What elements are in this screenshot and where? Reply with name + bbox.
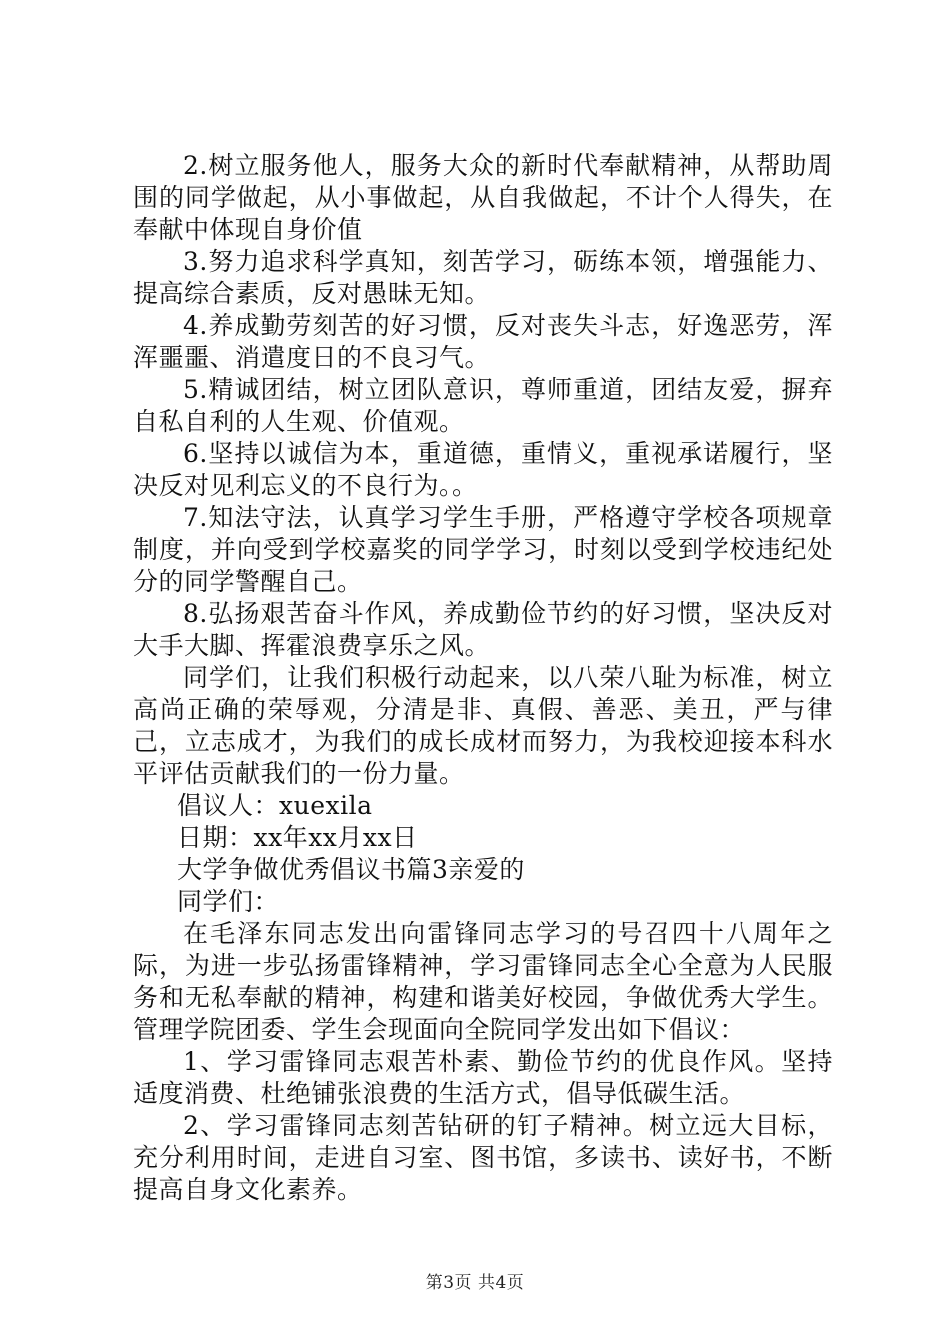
section-heading: 大学争做优秀倡议书篇3亲爱的	[177, 855, 525, 884]
paragraph-item-6: 6.坚持以诚信为本，重道德，重情义，重视承诺履行，坚决反对见利忘义的不良行为。。	[133, 439, 833, 500]
paragraph-proposal-1: 1、学习雷锋同志艰苦朴素、勤俭节约的优良作风。坚持适度消费、杜绝铺张浪费的生活方式，倡导低碳生活。	[133, 1047, 833, 1108]
paragraph-item-3: 3.努力追求科学真知，刻苦学习，砺练本领，增强能力、提高综合素质，反对愚昧无知。	[133, 247, 833, 308]
initiator-line: 倡议人：xuexila	[177, 791, 373, 820]
paragraph-item-7: 7.知法守法，认真学习学生手册，严格遵守学校各项规章制度，并向受到学校嘉奖的同学学习，时刻以受到学校违纪处分的同学警醒自己。	[133, 503, 833, 596]
page-number-footer: 第3页 共4页	[425, 1273, 525, 1293]
date-line: 日期：xx年xx月xx日	[177, 823, 418, 852]
paragraph-item-5: 5.精诚团结，树立团队意识，尊师重道，团结友爱，摒弃自私自利的人生观、价值观。	[133, 375, 833, 436]
paragraph-item-4: 4.养成勤劳刻苦的好习惯，反对丧失斗志，好逸恶劳，浑浑噩噩、消遣度日的不良习气。	[133, 311, 833, 372]
salutation: 同学们：	[177, 887, 280, 916]
paragraph-proposal-2: 2、学习雷锋同志刻苦钻研的钉子精神。树立远大目标，充分利用时间，走进自习室、图书馆，多读书、读好书，不断提高自身文化素养。	[133, 1111, 833, 1204]
paragraph-appeal: 同学们，让我们积极行动起来，以八荣八耻为标准，树立高尚正确的荣辱观，分清是非、真假、善恶、美丑，严与律己，立志成才，为我们的成长成材而努力，为我校迎接本科水平评估贡献我们的一份力量。	[133, 663, 833, 788]
paragraph-intro: 在毛泽东同志发出向雷锋同志学习的号召四十八周年之际，为进一步弘扬雷锋精神，学习雷锋同志全心全意为人民服务和无私奉献的精神，构建和谐美好校园，争做优秀大学生。管理学院团委、学生会现面向全院同学发出如下倡议：	[133, 919, 833, 1044]
document-body	[133, 150, 833, 1206]
paragraph-item-8: 8.弘扬艰苦奋斗作风，养成勤俭节约的好习惯，坚决反对大手大脚、挥霍浪费享乐之风。	[133, 599, 833, 660]
paragraph-item-2: 2.树立服务他人，服务大众的新时代奉献精神，从帮助周围的同学做起，从小事做起，从自我做起，不计个人得失，在奉献中体现自身价值	[133, 151, 833, 244]
